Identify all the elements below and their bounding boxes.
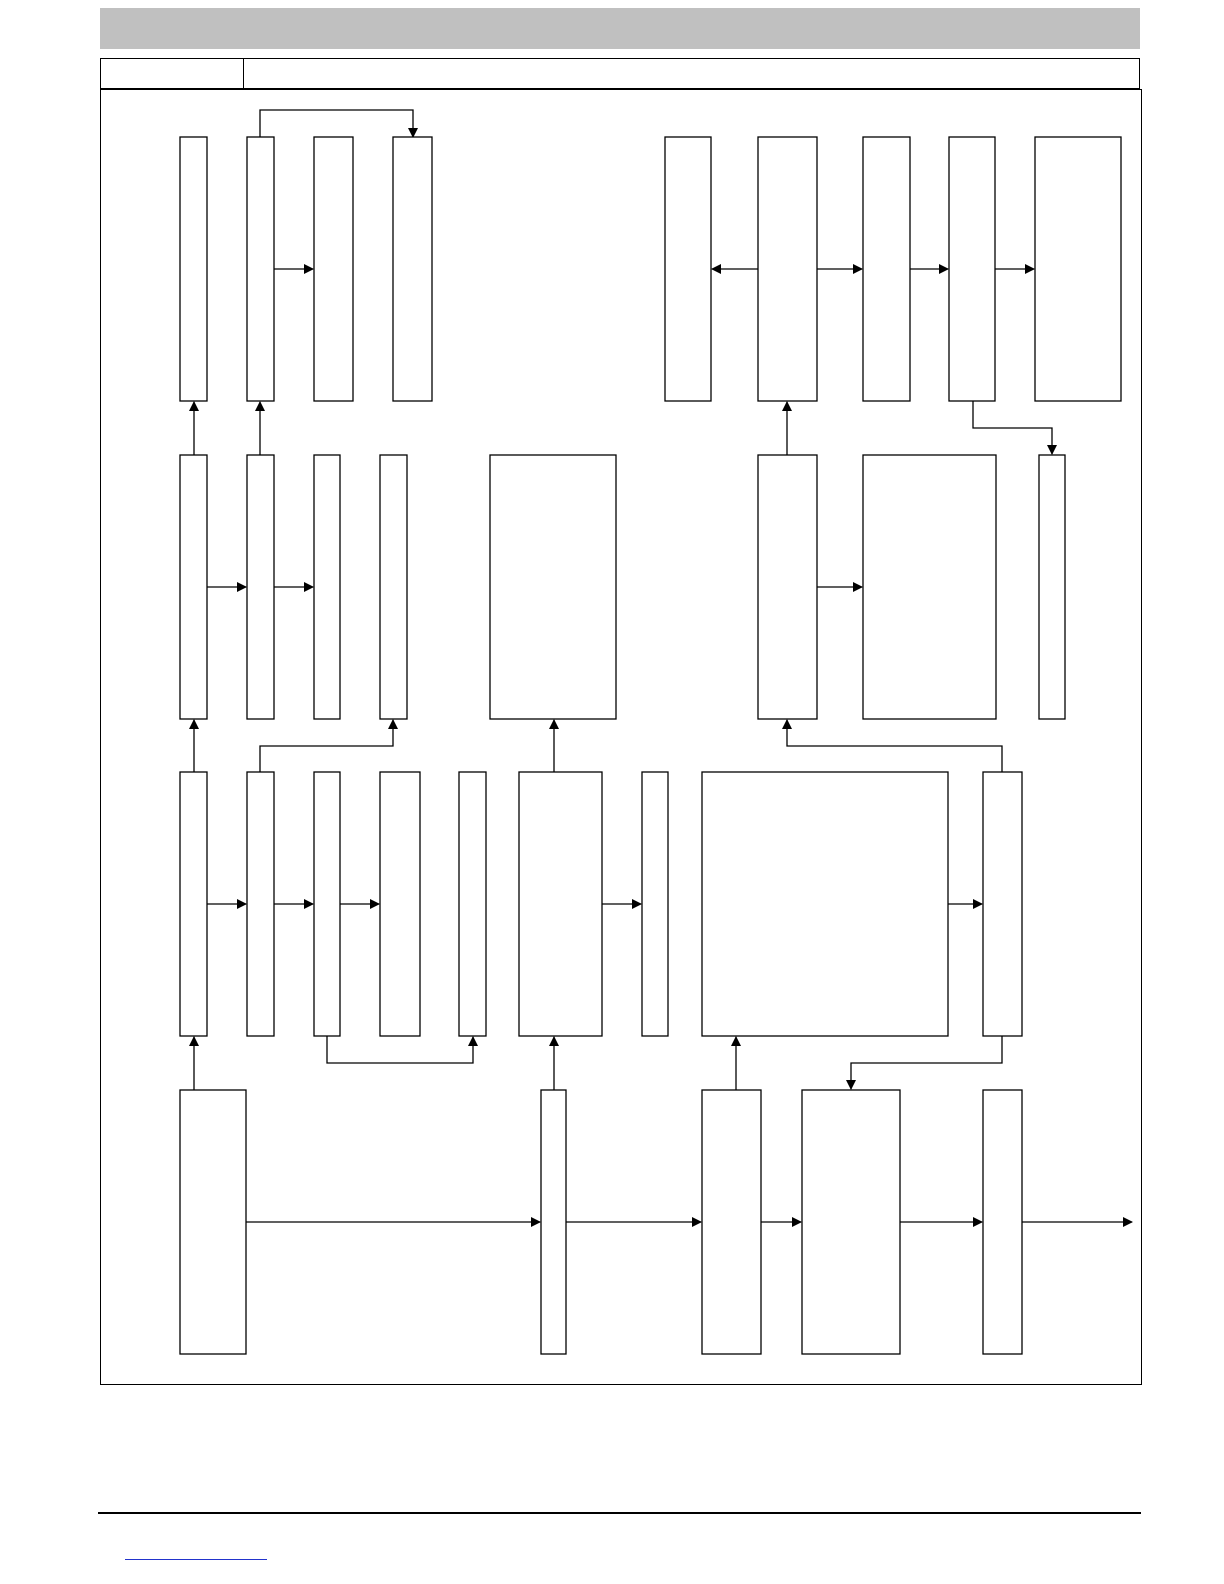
connector-b8-b17 [973,401,1052,454]
block-b6 [758,137,817,401]
connector-b26-b15 [787,720,1002,772]
block-b16 [863,455,996,719]
block-b4 [393,137,432,401]
block-b25 [702,772,948,1036]
block-b18 [180,772,207,1036]
block-b19 [247,772,274,1036]
block-b11 [247,455,274,719]
connector-b26-b30 [851,1036,1002,1089]
block-b8 [949,137,995,401]
block-b12 [314,455,340,719]
connector-b19-b13 [260,720,393,772]
block-b7 [863,137,910,401]
block-b1 [180,137,207,401]
block-b30 [802,1090,900,1354]
connector-b20-b22 [327,1036,473,1063]
block-b27 [180,1090,246,1354]
block-b28 [541,1090,566,1354]
block-b26 [983,772,1022,1036]
block-b21 [380,772,420,1036]
block-b29 [702,1090,761,1354]
connector-b2-b4 [260,110,413,137]
block-b14 [490,455,616,719]
block-b10 [180,455,207,719]
block-b22 [459,772,486,1036]
footer-rule [98,1512,1141,1514]
block-b5 [665,137,711,401]
block-b17 [1039,455,1065,719]
block-b23 [519,772,602,1036]
block-b15 [758,455,817,719]
block-b31 [983,1090,1022,1354]
footer-link[interactable] [125,1559,267,1560]
block-b3 [314,137,353,401]
block-b13 [380,455,407,719]
block-b20 [314,772,340,1036]
block-b2 [247,137,274,401]
block-b9 [1035,137,1121,401]
block-b24 [642,772,668,1036]
